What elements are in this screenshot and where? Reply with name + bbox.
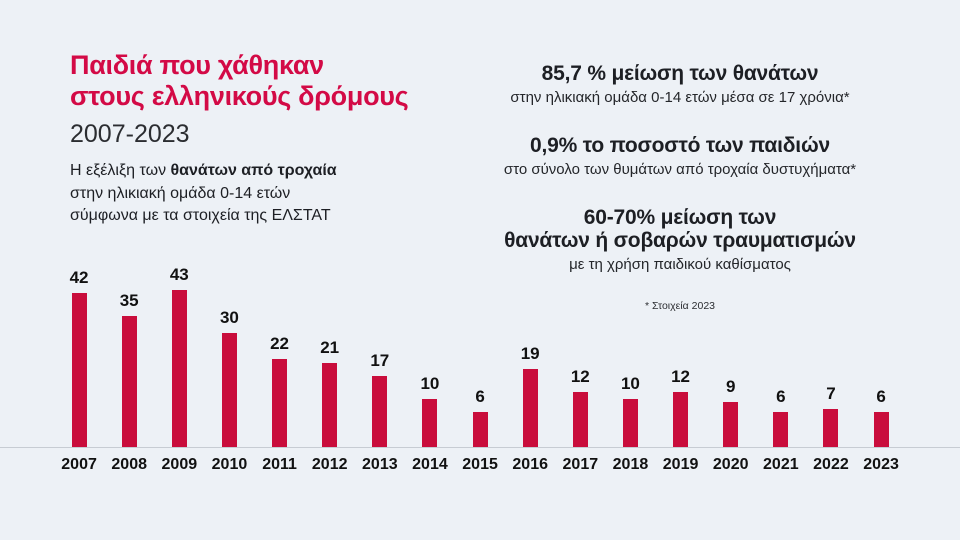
stat2-heading: 0,9% το ποσοστό των παιδιών xyxy=(530,134,830,157)
bar xyxy=(272,359,287,447)
title-block xyxy=(70,50,408,149)
bar-value-label: 12 xyxy=(570,367,590,386)
bar-column-2010 xyxy=(204,308,254,447)
bar-column-2008 xyxy=(104,291,154,447)
x-tick-2012: 2012 xyxy=(311,456,348,473)
bar-value-label: 21 xyxy=(320,338,340,357)
bar-value-label: 7 xyxy=(826,384,836,403)
intro-line1-bold: θανάτων από τροχαία xyxy=(170,162,337,179)
bar xyxy=(723,402,738,447)
stat-car-seat xyxy=(460,206,900,274)
bar-column-2019 xyxy=(656,367,706,447)
stat2-subtext: στο σύνολο των θυμάτων από τροχαία δυστυχήματα* xyxy=(503,161,857,178)
bar xyxy=(422,399,437,447)
bar-column-2012 xyxy=(305,338,355,447)
x-tick-2017: 2017 xyxy=(562,456,599,473)
bar-value-label: 6 xyxy=(876,387,886,406)
x-tick-2022: 2022 xyxy=(813,456,849,473)
x-axis-labels xyxy=(54,456,906,474)
bar-column-2022 xyxy=(806,384,856,447)
bar xyxy=(372,376,387,447)
bar xyxy=(623,399,638,447)
stat1-heading: 85,7 % μείωση των θανάτων xyxy=(541,62,819,85)
bar-value-label: 6 xyxy=(776,387,786,406)
bar-column-2014 xyxy=(405,374,455,447)
x-tick-2008: 2008 xyxy=(111,456,147,473)
bar-column-2021 xyxy=(756,387,806,447)
x-tick-2009: 2009 xyxy=(161,456,198,473)
stat1-subtext: στην ηλικιακή ομάδα 0-14 ετών μέσα σε 17 χρόνια* xyxy=(510,89,850,106)
intro-line1-prefix: Η εξέλιξη των xyxy=(70,162,171,179)
bar-column-2018 xyxy=(605,374,655,447)
intro-line3: σύμφωνα με τα στοιχεία της ΕΛΣΤΑΤ xyxy=(70,207,331,224)
x-tick-2020: 2020 xyxy=(712,456,749,473)
intro-text xyxy=(70,160,337,228)
bar-value-label: 6 xyxy=(475,387,485,406)
bar xyxy=(172,290,187,447)
bar xyxy=(823,409,838,447)
x-tick-2019: 2019 xyxy=(662,456,699,473)
bar-column-2020 xyxy=(706,377,756,447)
bar-value-label: 42 xyxy=(69,268,89,287)
bar-value-label: 9 xyxy=(725,377,736,396)
bar xyxy=(523,369,538,447)
bar xyxy=(322,363,337,447)
stat-children-percentage xyxy=(460,134,900,179)
page-title-line1: Παιδιά που χάθηκαν xyxy=(70,50,324,80)
chart-baseline xyxy=(0,447,960,448)
stat-deaths-reduction xyxy=(460,62,900,107)
bar-value-label: 12 xyxy=(671,367,691,386)
bar-value-label: 22 xyxy=(270,334,290,353)
bar-value-label: 17 xyxy=(370,351,390,370)
bar xyxy=(874,412,889,447)
bar-column-2017 xyxy=(555,367,605,447)
bar-value-label: 30 xyxy=(219,308,239,327)
bar-value-label: 43 xyxy=(169,265,189,284)
bar-chart xyxy=(54,265,906,447)
intro-line1 xyxy=(70,160,337,183)
stat3-subtext: με τη χρήση παιδικού καθίσματος xyxy=(569,256,791,273)
intro-line2: στην ηλικιακή ομάδα 0-14 ετών xyxy=(70,184,291,202)
stat3-heading-line2: θανάτων ή σοβαρών τραυματισμών xyxy=(504,229,856,252)
bar-column-2013 xyxy=(355,351,405,447)
bar-value-label: 19 xyxy=(520,344,540,363)
x-tick-2010: 2010 xyxy=(211,456,248,473)
x-tick-2021: 2021 xyxy=(763,456,799,473)
bar-column-2011 xyxy=(255,334,305,447)
bar xyxy=(773,412,788,447)
x-tick-2023: 2023 xyxy=(863,456,899,473)
bar xyxy=(573,392,588,447)
bar-value-label: 35 xyxy=(119,291,139,310)
x-tick-2018: 2018 xyxy=(612,456,649,473)
x-tick-2014: 2014 xyxy=(412,456,448,473)
footnote: * Στοιχεία 2023 xyxy=(644,300,716,312)
bar xyxy=(673,392,688,447)
period-label: 2007-2023 xyxy=(70,120,190,148)
bar-value-label: 10 xyxy=(620,374,640,393)
bar xyxy=(122,316,137,447)
x-tick-2015: 2015 xyxy=(462,456,498,473)
bar-column-2009 xyxy=(154,265,204,447)
stat3-heading-line1: 60-70% μείωση των xyxy=(583,206,777,229)
x-tick-2013: 2013 xyxy=(362,456,398,473)
x-tick-2011: 2011 xyxy=(262,456,297,473)
bar-column-2016 xyxy=(505,344,555,447)
bar-column-2023 xyxy=(856,387,906,447)
bar xyxy=(72,293,87,447)
bar-column-2015 xyxy=(455,387,505,447)
page-title-line2: στους ελληνικούς δρόμους xyxy=(70,81,409,111)
bar-value-label: 10 xyxy=(420,374,440,393)
bar xyxy=(222,333,237,447)
x-tick-2016: 2016 xyxy=(512,456,548,473)
x-tick-2007: 2007 xyxy=(61,456,97,473)
bar-column-2007 xyxy=(54,268,104,447)
bar xyxy=(473,412,488,447)
